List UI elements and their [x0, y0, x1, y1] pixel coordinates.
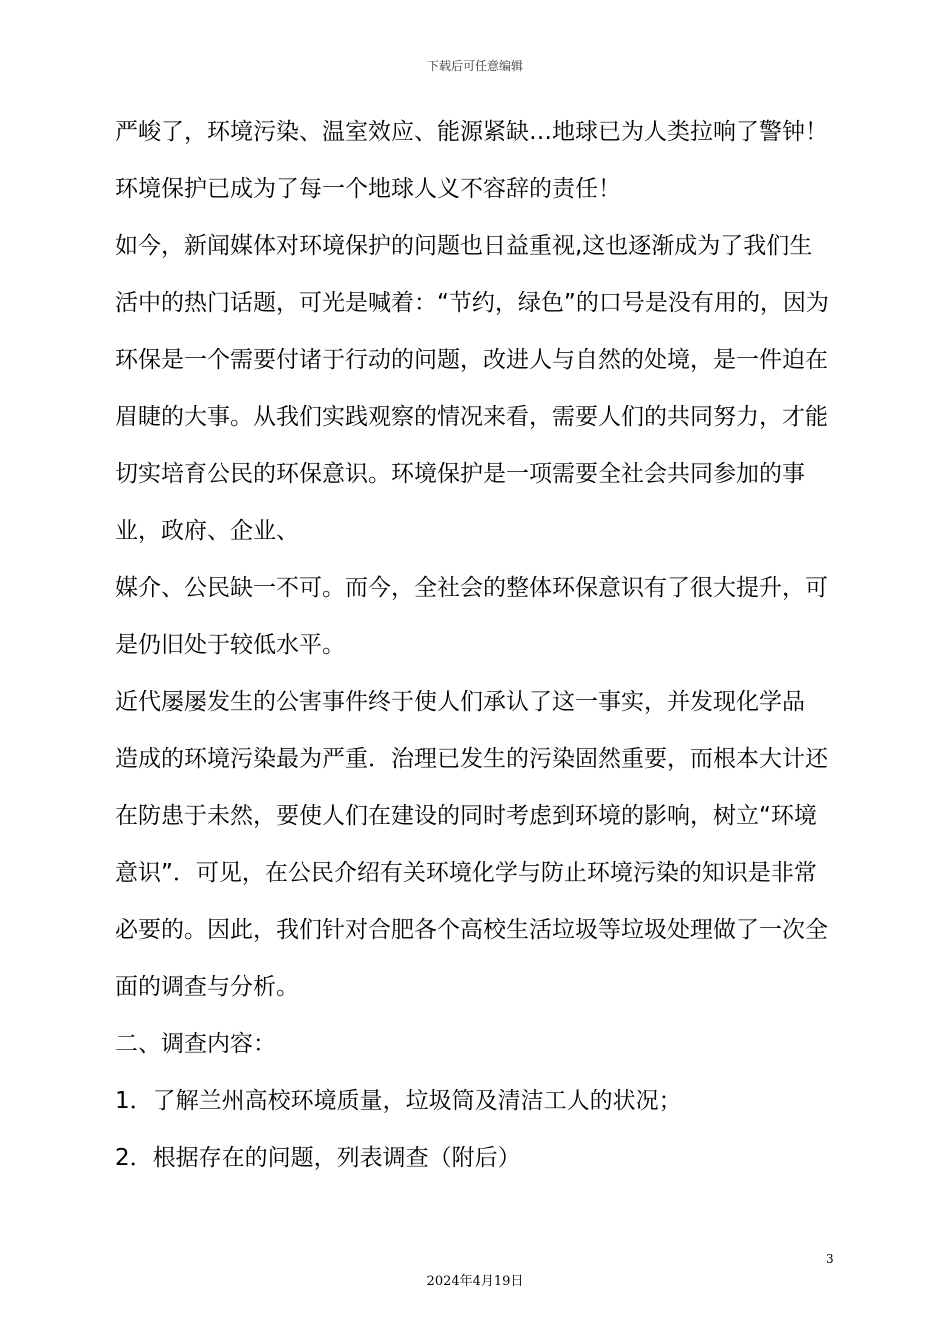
- text-line: 意识”．可见，在公民介绍有关环境化学与防止环境污染的知识是非常: [115, 860, 817, 886]
- text-line: 严峻了，环境污染、温室效应、能源紧缺…地球已为人类拉响了警钟！: [115, 119, 828, 145]
- list-item: 1．了解兰州高校环境质量，垃圾筒及清洁工人的状况；: [115, 1088, 682, 1114]
- text-line: 在防患于未然，要使人们在建设的同时考虑到环境的影响，树立“环境: [115, 803, 817, 829]
- text-line: 如今，新闻媒体对环境保护的问题也日益重视,这也逐渐成为了我们生: [115, 233, 813, 259]
- text-line: 活中的热门话题，可光是喊着：“节约，绿色”的口号是没有用的，因为: [115, 290, 829, 316]
- text-line: 业，政府、企业、: [115, 518, 299, 544]
- text-line: 环保是一个需要付诸于行动的问题，改进人与自然的处境，是一件迫在: [115, 347, 828, 373]
- text-line: 环境保护已成为了每一个地球人义不容辞的责任！: [115, 176, 621, 202]
- text-line: 近代屡屡发生的公害事件终于使人们承认了这一事实，并发现化学品: [115, 689, 805, 715]
- page-header: 下载后可任意编辑: [426, 59, 523, 73]
- footer-date: 2024年4月19日: [426, 1274, 524, 1289]
- text-line: 切实培育公民的环保意识。环境保护是一项需要全社会共同参加的事: [115, 461, 805, 487]
- document-body: [115, 113, 845, 1196]
- list-item: 2．根据存在的问题，列表调查（附后）: [115, 1145, 521, 1171]
- text-line: 眉睫的大事。从我们实践观察的情况来看，需要人们的共同努力，才能: [115, 404, 828, 430]
- text-line: 媒介、公民缺一不可。而今，全社会的整体环保意识有了很大提升，可: [115, 575, 828, 601]
- text-line: 是仍旧处于较低水平。: [115, 632, 345, 658]
- text-line: 面的调查与分析。: [115, 974, 299, 1000]
- section-heading: 二、调查内容：: [115, 1031, 276, 1057]
- text-line: 造成的环境污染最为严重．治理已发生的污染固然重要，而根本大计还: [115, 746, 828, 772]
- page-number: 3: [826, 1252, 834, 1266]
- text-line: 必要的。因此，我们针对合肥各个高校生活垃圾等垃圾处理做了一次全: [115, 917, 828, 943]
